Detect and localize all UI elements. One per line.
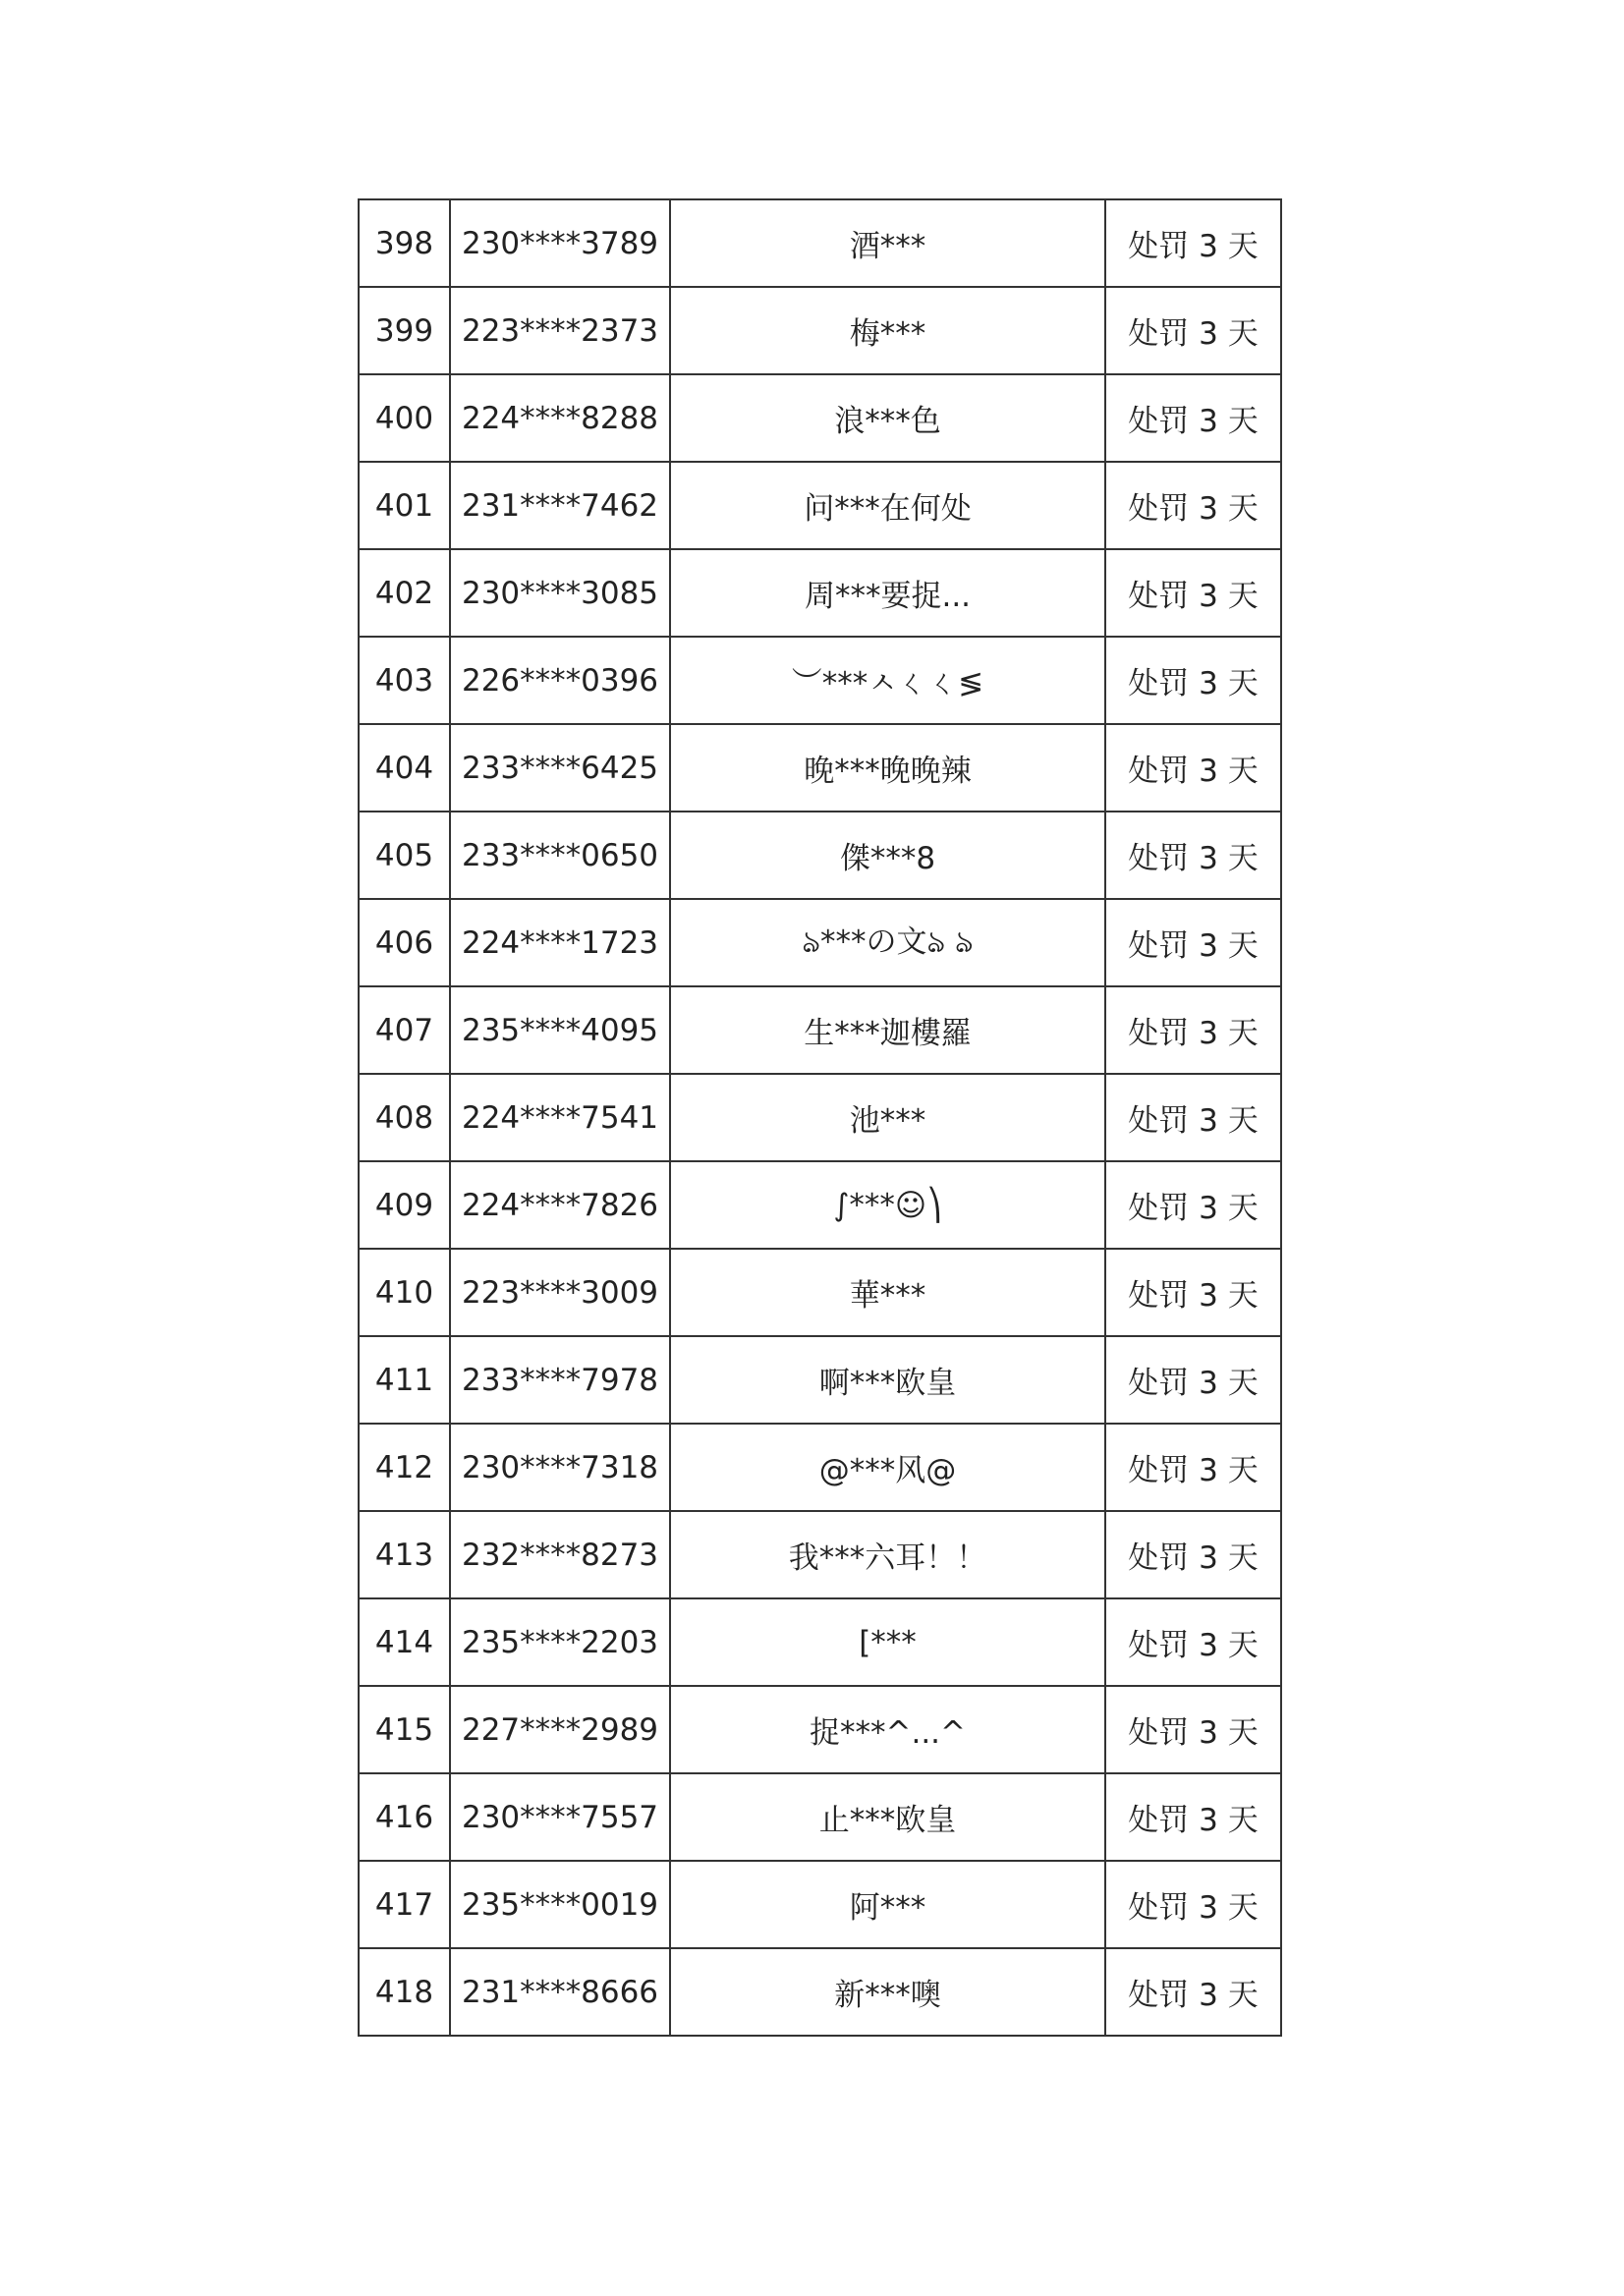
player-name: 止***欧皇 bbox=[670, 1773, 1105, 1861]
penalty: 处罚 3 天 bbox=[1105, 986, 1281, 1074]
account-id: 224****7826 bbox=[450, 1161, 670, 1249]
penalty: 处罚 3 天 bbox=[1105, 1511, 1281, 1598]
player-name: ঌ***の文ঌ ঌ bbox=[670, 899, 1105, 986]
row-number: 408 bbox=[359, 1074, 450, 1161]
row-number: 409 bbox=[359, 1161, 450, 1249]
player-name: 梅*** bbox=[670, 287, 1105, 374]
table-row bbox=[359, 724, 1281, 812]
player-name: 華*** bbox=[670, 1249, 1105, 1336]
account-id: 231****7462 bbox=[450, 462, 670, 549]
player-name: @***风@ bbox=[670, 1424, 1105, 1511]
penalty: 处罚 3 天 bbox=[1105, 1074, 1281, 1161]
penalty: 处罚 3 天 bbox=[1105, 812, 1281, 899]
penalty: 处罚 3 天 bbox=[1105, 1773, 1281, 1861]
row-number: 402 bbox=[359, 549, 450, 637]
table-row bbox=[359, 1249, 1281, 1336]
account-id: 223****3009 bbox=[450, 1249, 670, 1336]
penalty: 处罚 3 天 bbox=[1105, 724, 1281, 812]
account-id: 232****8273 bbox=[450, 1511, 670, 1598]
player-name: 我***六耳！！ bbox=[670, 1511, 1105, 1598]
row-number: 406 bbox=[359, 899, 450, 986]
row-number: 415 bbox=[359, 1686, 450, 1773]
table-row bbox=[359, 1074, 1281, 1161]
row-number: 416 bbox=[359, 1773, 450, 1861]
account-id: 235****0019 bbox=[450, 1861, 670, 1948]
table-row bbox=[359, 1861, 1281, 1948]
player-name: 周***要捉... bbox=[670, 549, 1105, 637]
account-id: 235****4095 bbox=[450, 986, 670, 1074]
penalty: 处罚 3 天 bbox=[1105, 637, 1281, 724]
table-row bbox=[359, 1686, 1281, 1773]
penalty: 处罚 3 天 bbox=[1105, 462, 1281, 549]
player-name: [*** bbox=[670, 1598, 1105, 1686]
table-row bbox=[359, 374, 1281, 462]
player-name: 新***噢 bbox=[670, 1948, 1105, 2036]
table-row bbox=[359, 899, 1281, 986]
account-id: 224****8288 bbox=[450, 374, 670, 462]
penalty: 处罚 3 天 bbox=[1105, 1336, 1281, 1424]
account-id: 224****1723 bbox=[450, 899, 670, 986]
table-row bbox=[359, 986, 1281, 1074]
row-number: 399 bbox=[359, 287, 450, 374]
player-name: ︶***ㅅㄑㄑ≶ bbox=[670, 637, 1105, 724]
account-id: 231****8666 bbox=[450, 1948, 670, 2036]
table-row bbox=[359, 1773, 1281, 1861]
row-number: 403 bbox=[359, 637, 450, 724]
penalty: 处罚 3 天 bbox=[1105, 287, 1281, 374]
account-id: 235****2203 bbox=[450, 1598, 670, 1686]
player-name: 捉***^...^ bbox=[670, 1686, 1105, 1773]
penalty: 处罚 3 天 bbox=[1105, 899, 1281, 986]
row-number: 418 bbox=[359, 1948, 450, 2036]
penalty: 处罚 3 天 bbox=[1105, 1686, 1281, 1773]
row-number: 405 bbox=[359, 812, 450, 899]
row-number: 401 bbox=[359, 462, 450, 549]
penalty: 处罚 3 天 bbox=[1105, 1161, 1281, 1249]
table-row bbox=[359, 199, 1281, 287]
account-id: 230****7557 bbox=[450, 1773, 670, 1861]
account-id: 227****2989 bbox=[450, 1686, 670, 1773]
row-number: 400 bbox=[359, 374, 450, 462]
penalty: 处罚 3 天 bbox=[1105, 1249, 1281, 1336]
table-body bbox=[359, 199, 1281, 2036]
account-id: 233****7978 bbox=[450, 1336, 670, 1424]
table-row bbox=[359, 1424, 1281, 1511]
penalty-list-table bbox=[358, 198, 1282, 2037]
account-id: 233****0650 bbox=[450, 812, 670, 899]
penalty: 处罚 3 天 bbox=[1105, 549, 1281, 637]
player-name: 问***在何处 bbox=[670, 462, 1105, 549]
account-id: 224****7541 bbox=[450, 1074, 670, 1161]
account-id: 223****2373 bbox=[450, 287, 670, 374]
table-row bbox=[359, 462, 1281, 549]
row-number: 413 bbox=[359, 1511, 450, 1598]
account-id: 230****3789 bbox=[450, 199, 670, 287]
row-number: 412 bbox=[359, 1424, 450, 1511]
account-id: 226****0396 bbox=[450, 637, 670, 724]
penalty: 处罚 3 天 bbox=[1105, 1861, 1281, 1948]
table-row bbox=[359, 812, 1281, 899]
table-row bbox=[359, 637, 1281, 724]
penalty: 处罚 3 天 bbox=[1105, 1598, 1281, 1686]
player-name: 阿*** bbox=[670, 1861, 1105, 1948]
table-row bbox=[359, 1336, 1281, 1424]
table-row bbox=[359, 1511, 1281, 1598]
penalty: 处罚 3 天 bbox=[1105, 1424, 1281, 1511]
table-row bbox=[359, 287, 1281, 374]
player-name: 生***迦樓羅 bbox=[670, 986, 1105, 1074]
account-id: 233****6425 bbox=[450, 724, 670, 812]
player-name: 啊***欧皇 bbox=[670, 1336, 1105, 1424]
row-number: 410 bbox=[359, 1249, 450, 1336]
account-id: 230****7318 bbox=[450, 1424, 670, 1511]
table-row bbox=[359, 549, 1281, 637]
penalty: 处罚 3 天 bbox=[1105, 1948, 1281, 2036]
row-number: 417 bbox=[359, 1861, 450, 1948]
account-id: 230****3085 bbox=[450, 549, 670, 637]
row-number: 407 bbox=[359, 986, 450, 1074]
player-name: 浪***色 bbox=[670, 374, 1105, 462]
penalty: 处罚 3 天 bbox=[1105, 374, 1281, 462]
row-number: 398 bbox=[359, 199, 450, 287]
player-name: 酒*** bbox=[670, 199, 1105, 287]
table-row bbox=[359, 1161, 1281, 1249]
table-row bbox=[359, 1598, 1281, 1686]
player-name: ∫***☺⎞ bbox=[670, 1161, 1105, 1249]
row-number: 414 bbox=[359, 1598, 450, 1686]
row-number: 411 bbox=[359, 1336, 450, 1424]
player-name: 傑***8 bbox=[670, 812, 1105, 899]
table-row bbox=[359, 1948, 1281, 2036]
player-name: 池*** bbox=[670, 1074, 1105, 1161]
row-number: 404 bbox=[359, 724, 450, 812]
penalty: 处罚 3 天 bbox=[1105, 199, 1281, 287]
player-name: 晚***晚晚辣 bbox=[670, 724, 1105, 812]
